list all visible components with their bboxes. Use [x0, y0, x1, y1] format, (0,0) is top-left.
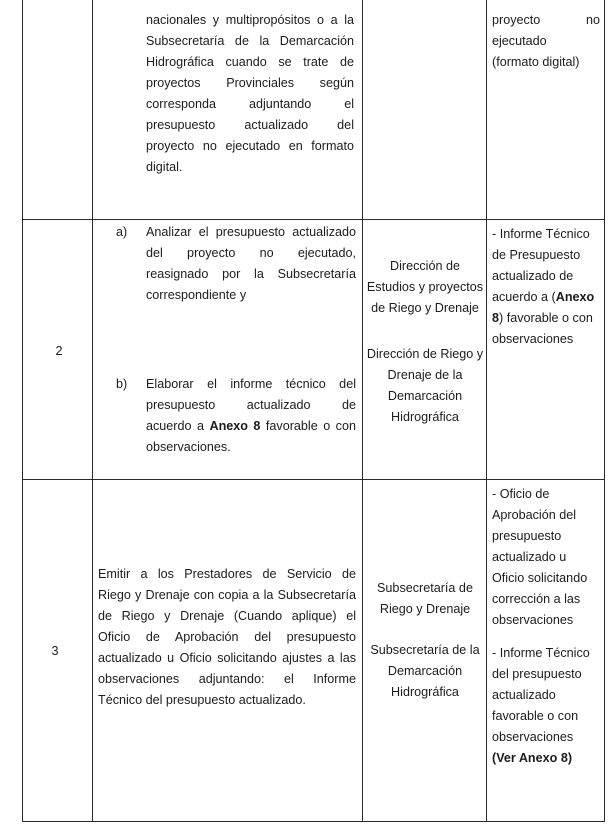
- text-line: observaciones: [492, 730, 574, 744]
- text-line: presupuesto actualizado de: [146, 398, 356, 412]
- text-line: Riego y Drenaje con copia a la Subsecretaría: [98, 588, 356, 602]
- text-line: Hidrográfica: [391, 685, 459, 699]
- text-line: presupuesto actualizado del: [146, 118, 354, 132]
- text-line: Analizar el presupuesto actualizado: [146, 225, 356, 239]
- text-line: [492, 287, 604, 308]
- row3-output: [492, 484, 604, 769]
- text-line: Elaborar el informe técnico del: [146, 377, 356, 391]
- table-right-border: [604, 0, 605, 822]
- row2-responsible-1: [364, 256, 486, 319]
- item-a-text: [146, 222, 356, 306]
- text-line: Aprobación del: [492, 508, 577, 522]
- text-line: Demarcación: [387, 389, 463, 403]
- text-line: presupuesto: [492, 529, 562, 543]
- text-line: Hidrográfica: [391, 410, 459, 424]
- text-line: Emitir a los Prestadores de Servicio de: [98, 567, 356, 581]
- row2-item-b: [116, 374, 356, 464]
- text-line: actualizado u: [492, 550, 567, 564]
- row3-responsible-2: [364, 640, 486, 703]
- row3-number: 3: [51, 644, 59, 658]
- text-line: Dirección de: [390, 259, 460, 273]
- text-line: (formato digital): [492, 55, 580, 69]
- text-line: proyecto no ejecutado en formato: [146, 139, 354, 153]
- row3-responsible-1: [364, 578, 486, 620]
- text-line: proyecto no: [492, 13, 600, 27]
- text-span: ) favorable o con: [499, 311, 593, 325]
- text-line: Demarcación: [387, 664, 463, 678]
- text-line: de Presupuesto: [492, 248, 581, 262]
- text-line: actualizado u Oficio solicitando ajustes a las: [98, 651, 356, 665]
- text-line: favorable o con: [492, 709, 579, 723]
- text-line: observaciones: [492, 332, 574, 346]
- row1-output: [492, 10, 600, 73]
- text-line: actualizado de: [492, 269, 574, 283]
- text-line: [492, 308, 604, 329]
- text-line: - Oficio de: [492, 487, 550, 501]
- row2-item-a: [116, 222, 356, 312]
- row2-number: 2: [55, 344, 63, 358]
- row-divider-1: [22, 219, 605, 220]
- text-line: reasignado por la Subsecretaría: [146, 267, 356, 281]
- item-a-label: a): [116, 225, 128, 239]
- text-line: - Informe Técnico: [492, 646, 590, 660]
- text-span: favorable o con: [260, 419, 356, 433]
- annex-reference: Anexo: [555, 290, 595, 304]
- text-line: Hidrográfica cuando se trate de: [146, 55, 354, 69]
- text-line: nacionales y multipropósitos o a la: [146, 13, 354, 27]
- text-line: del presupuesto: [492, 667, 582, 681]
- text-line: correspondiente y: [146, 288, 247, 302]
- text-line: proyectos Provinciales según: [146, 76, 354, 90]
- text-line: de Riego y Drenaje: [371, 301, 479, 315]
- row2-output: [492, 224, 604, 350]
- text-line: corresponda adjuntando el: [146, 97, 354, 111]
- column-divider-1: [92, 0, 93, 822]
- row2-responsible-2: [364, 344, 486, 428]
- item-b-text: [146, 374, 356, 458]
- text-line: Dirección de Riego y: [366, 347, 484, 361]
- table-left-border: [22, 0, 23, 822]
- annex-reference: 8: [492, 311, 500, 325]
- text-line: digital.: [146, 160, 183, 174]
- annex-reference: (Ver Anexo 8): [492, 751, 573, 765]
- text-line: Oficio de Aprobación del presupuesto: [98, 630, 356, 644]
- row1-activity: [146, 10, 354, 178]
- text-line: corrección a las: [492, 592, 581, 606]
- text-line: Riego y Drenaje: [379, 602, 471, 616]
- column-divider-3: [486, 0, 487, 822]
- annex-reference: Anexo 8: [209, 419, 261, 433]
- text-line: Subsecretaría de la: [370, 643, 480, 657]
- text-line: - Informe Técnico: [492, 227, 590, 241]
- text-line: [146, 416, 356, 437]
- text-line: actualizado: [492, 688, 556, 702]
- text-line: observaciones.: [146, 440, 231, 454]
- text-line: Técnico del presupuesto actualizado.: [98, 693, 306, 707]
- row-divider-2: [22, 479, 605, 480]
- text-line: de Riego y Drenaje (Cuando aplique) el: [98, 609, 356, 623]
- text-span: acuerdo a (: [492, 290, 556, 304]
- text-line: ejecutado: [492, 34, 547, 48]
- item-b-label: b): [116, 377, 128, 391]
- text-line: Oficio solicitando: [492, 571, 588, 585]
- table-bottom-border: [22, 821, 605, 822]
- text-line: Drenaje de la: [387, 368, 463, 382]
- text-line: Subsecretaría de la Demarcación: [146, 34, 354, 48]
- text-line: Estudios y proyectos: [366, 280, 484, 294]
- row3-activity: [98, 564, 356, 711]
- text-line: observaciones adjuntando: el Informe: [98, 672, 356, 686]
- text-line: del proyecto no ejecutado,: [146, 246, 356, 260]
- text-line: observaciones: [492, 613, 574, 627]
- text-line: Subsecretaría de: [377, 581, 473, 595]
- column-divider-2: [362, 0, 363, 822]
- text-span: acuerdo a: [146, 419, 210, 433]
